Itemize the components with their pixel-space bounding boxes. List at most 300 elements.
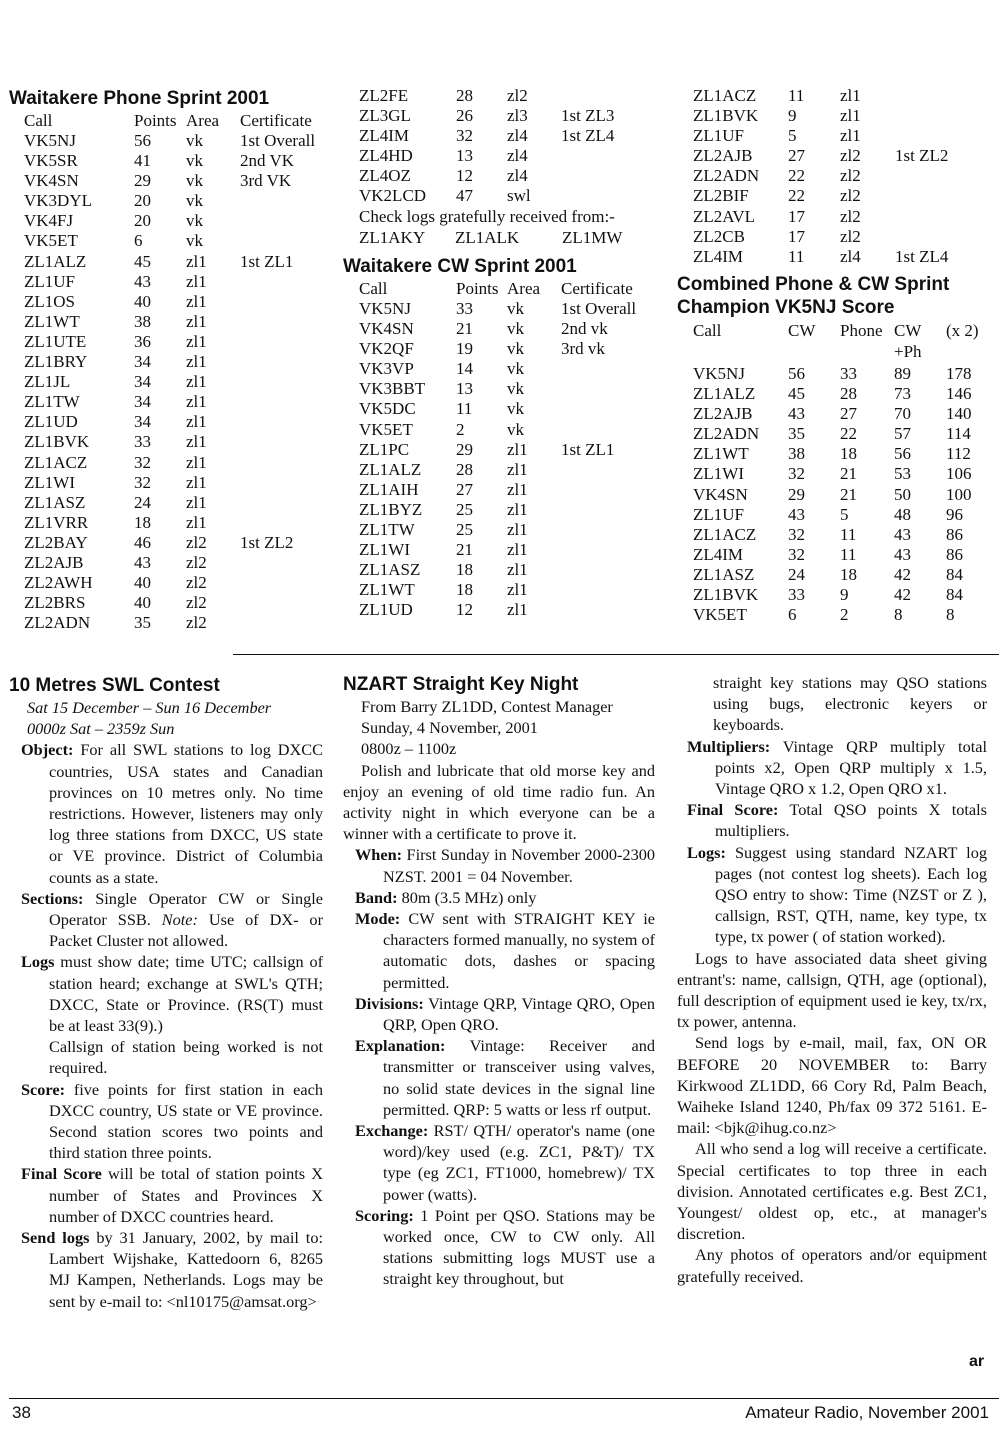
table-cell: 3rd VK (240, 171, 292, 191)
table-cell: 1st ZL2 (240, 532, 294, 552)
table-row (24, 453, 350, 473)
table-cell: VK5DC (359, 399, 416, 419)
table-cell (895, 166, 995, 186)
table-cell: 146 (946, 384, 972, 404)
table-cell: ZL1ACZ (693, 86, 757, 105)
table-row (24, 332, 350, 352)
cw-sprint-table (359, 279, 671, 621)
table-cell: ZL1BVK (693, 106, 759, 126)
table-cell (561, 379, 671, 399)
table-cell (240, 372, 350, 392)
table-row (24, 312, 350, 332)
cw-sprint-title: Waitakere CW Sprint 2001 (343, 256, 577, 277)
nzart-para-3: All who send a log will receive a certificate. Special certificates to top three in each division. Annotated certificates e.g. Best ZC1, Youngest/ oldest op, etc., at manager's discretion. (677, 1139, 987, 1244)
table-cell: ZL1ASZ (359, 560, 421, 580)
table-cell: zl4 (507, 146, 528, 166)
table-cell (240, 211, 350, 231)
table-cell (561, 399, 671, 419)
table-cell: 18 (840, 444, 857, 464)
table-cell (240, 272, 350, 292)
table-cell: ZL1UD (24, 412, 78, 432)
swl-score-text: five points for first station in each DXCC country, US state or VE province. Second station scores two points and third station three points. (49, 1079, 323, 1163)
table-row (359, 399, 671, 419)
table-cell: 33 (788, 585, 805, 605)
nzart-expl-text: Vintage: Receiver and transmitter or transceiver using valves, no solid state devices in the signal line permitted. QRP: 5 watts or less rf output. (383, 1036, 655, 1119)
table-cell (561, 600, 671, 620)
table-cell: 42 (894, 564, 911, 584)
table-cell: 32 (788, 464, 805, 484)
table-cell: 13 (456, 379, 473, 399)
table-cell (895, 207, 995, 227)
table-row (24, 231, 350, 251)
table-cell: 48 (894, 504, 911, 524)
nzart-when-text: First Sunday in November 2000-2300 NZST. 2001 = 04 November. (383, 845, 655, 886)
table-cell: zl1 (186, 492, 207, 512)
nzart-final-score (687, 799, 987, 841)
table-row (24, 352, 350, 372)
table-cell: vk (507, 319, 524, 339)
table-row (693, 605, 986, 625)
combined-header-cw: CW (788, 321, 816, 340)
table-row (24, 593, 350, 613)
table-cell: ZL1UD (359, 600, 413, 620)
table-cell: 2nd VK (240, 151, 294, 171)
table-row (359, 540, 671, 560)
nzart-para-4: Any photos of operators and/or equipment gratefully received. (677, 1245, 987, 1286)
table-cell: 38 (134, 311, 151, 331)
nzart-para-2: Send logs by e-mail, mail, fax, ON OR BEFORE 20 NOVEMBER to: Barry Kirkwood ZL1DD, 66 Cory Rd, Palm Beach, Waiheke Island 1240, Ph/fax 09 372 5161. E-mail: <bjk@ihug.co.nz> (677, 1033, 987, 1138)
table-cell: vk (186, 151, 203, 171)
table-cell: 40 (134, 291, 151, 311)
table-cell: 41 (134, 151, 151, 171)
table-row (693, 227, 995, 247)
table-row (24, 613, 350, 633)
table-cell (561, 146, 671, 166)
table-cell: VK5ET (693, 605, 747, 625)
nzart-scoring-text: 1 Point per QSO. Stations may be worked once, CW to CW only. All stations submitting logs MUST use a straight key throughout, but (383, 1205, 655, 1289)
table-row (24, 171, 350, 191)
nzart-scoring-label: Scoring: (355, 1205, 414, 1225)
table-cell (561, 500, 671, 520)
swl-sections (21, 888, 323, 952)
col-header-certificate: Certificate (561, 279, 633, 298)
table-cell: VK3DYL (24, 191, 92, 211)
table-cell: 1st ZL2 (895, 146, 949, 166)
table-cell (240, 453, 350, 473)
table-cell: VK4SN (693, 484, 748, 504)
table-cell: 43 (788, 504, 805, 524)
table-cell: 43 (788, 404, 805, 424)
table-cell: 18 (456, 580, 473, 600)
table-row (24, 573, 350, 593)
footer-rule (9, 1398, 999, 1399)
magazine-name: Amateur Radio, November 2001 (745, 1403, 989, 1422)
table-cell: ZL1ALZ (24, 251, 87, 271)
table-cell: ZL1ASZ (693, 564, 755, 584)
table-cell: zl2 (840, 226, 861, 246)
table-cell: vk (186, 231, 203, 251)
table-cell: 38 (788, 444, 805, 464)
nzart-mode-text: CW sent with STRAIGHT KEY ie characters formed manually, no system of automatic dots, dashes or spacing permitted. (383, 909, 656, 992)
table-cell: 34 (134, 372, 151, 392)
table-cell: 35 (788, 424, 805, 444)
table-cell: 25 (456, 520, 473, 540)
phone-sprint-table-cont (359, 86, 671, 207)
table-cell (240, 493, 350, 513)
phone-sprint-table (24, 111, 350, 633)
table-cell: zl1 (186, 331, 207, 351)
table-cell (561, 166, 671, 186)
table-cell: 1st ZL3 (561, 106, 615, 126)
table-cell: VK3VP (359, 359, 414, 379)
table-cell (561, 520, 671, 540)
table-cell: zl2 (186, 613, 207, 633)
table-cell: ZL1UF (24, 271, 75, 291)
table-cell: ZL1UTE (24, 331, 87, 351)
col-header-points: Points (134, 111, 177, 130)
end-mark: ar (969, 1353, 985, 1370)
table-row (693, 464, 986, 484)
table-cell: zl1 (507, 439, 528, 459)
table-cell: ZL4OZ (359, 166, 411, 186)
table-cell: 29 (134, 171, 151, 191)
table-cell: VK5NJ (24, 131, 76, 150)
table-cell: 24 (788, 564, 805, 584)
table-cell: 32 (134, 472, 151, 492)
table-cell: ZL1OS (24, 291, 75, 311)
table-cell: ZL2AJB (24, 552, 84, 572)
table-cell: vk (507, 299, 524, 318)
table-row (359, 600, 671, 620)
table-cell: zl1 (840, 126, 861, 146)
col-header-certificate: Certificate (240, 111, 312, 130)
nzart-date: Sunday, 4 November, 2001 (361, 718, 538, 738)
table-cell: 33 (134, 432, 151, 452)
swl-logs-text: must show date; time UTC; callsign of station heard; exchange at SWL's QTH; DXCC, State or Province. (RS(T) must be at least 33(9).) (49, 952, 324, 1036)
table-cell: vk (186, 171, 203, 191)
table-cell: ZL1JL (24, 372, 71, 392)
table-row (359, 186, 671, 206)
table-cell: ZL1BVK (24, 432, 90, 452)
swl-sections-label: Sections: (21, 888, 84, 908)
table-cell: zl2 (840, 146, 861, 166)
table-cell: 20 (134, 191, 151, 211)
table-row (359, 339, 671, 359)
table-cell: 45 (134, 251, 151, 271)
swl-note-text: Use of DX- or Packet Cluster not allowed. (49, 910, 323, 951)
swl-send-label: Send logs (21, 1228, 90, 1248)
table-cell: zl2 (840, 206, 861, 226)
table-cell: 36 (134, 331, 151, 351)
table-cell: zl1 (840, 86, 861, 105)
swl-sections-text: Single Operator CW or Single Operator SSB. (49, 888, 323, 930)
table-row (359, 166, 671, 186)
table-cell: vk (507, 339, 524, 359)
table-row (359, 319, 671, 339)
table-row (693, 404, 986, 424)
table-cell: ZL1WT (693, 444, 749, 464)
table-cell (561, 540, 671, 560)
table-row (24, 412, 350, 432)
table-cell: VK4FJ (24, 211, 74, 231)
table-cell: zl1 (186, 472, 207, 492)
table-cell: ZL1BRY (24, 352, 88, 372)
table-cell: 32 (788, 544, 805, 564)
table-cell: 33 (456, 299, 473, 318)
table-row (24, 553, 350, 573)
table-cell: ZL1ASZ (24, 492, 86, 512)
swl-final-score (21, 1163, 323, 1227)
table-cell: 32 (456, 126, 473, 146)
table-row (359, 480, 671, 500)
table-row (693, 525, 986, 545)
combined-header-x2: (x 2) (946, 321, 979, 340)
section-divider (233, 654, 999, 655)
swl-body (9, 697, 323, 1312)
table-cell: zl1 (186, 412, 207, 432)
table-cell: 56 (134, 131, 151, 150)
table-cell: 57 (894, 424, 911, 444)
nzart-exchange (355, 1120, 655, 1205)
nzart-intro: Polish and lubricate that old morse key and enjoy an evening of old time radio fun. An activity night in which everyone can be a winner with a certificate to prove it. (343, 760, 655, 844)
table-cell: zl3 (507, 106, 528, 126)
table-row (693, 166, 995, 186)
check-logs-call-1: ZL1AKY (359, 228, 426, 247)
nzart-body-cont (677, 672, 987, 1287)
table-cell: ZL1UF (693, 504, 744, 524)
table-cell: 2 (840, 605, 849, 625)
table-cell: 56 (788, 364, 805, 383)
table-cell: 1st ZL1 (240, 251, 294, 271)
table-cell: ZL2BRS (24, 593, 86, 613)
nzart-mult-text: Vintage QRP multiply total points x2, Open QRP multiply x 1.5, Vintage QRO x 1.2, Open QRO x1. (715, 736, 987, 799)
table-row (693, 106, 995, 126)
table-cell (240, 412, 350, 432)
table-cell: ZL1AIH (359, 479, 419, 499)
table-cell: ZL1TW (24, 392, 80, 412)
table-cell (240, 473, 350, 493)
table-row (24, 211, 350, 231)
col-header-area: Area (507, 279, 541, 298)
table-cell: zl1 (507, 479, 528, 499)
table-cell: 70 (894, 404, 911, 424)
table-row (693, 545, 986, 565)
table-cell: 11 (788, 86, 805, 105)
table-cell: zl1 (507, 580, 528, 600)
nzart-explanation (355, 1035, 655, 1120)
table-cell: vk (186, 191, 203, 211)
table-cell: 89 (894, 364, 911, 383)
table-cell: 84 (946, 585, 963, 605)
table-cell: 22 (840, 424, 857, 444)
nzart-from: From Barry ZL1DD, Contest Manager (361, 697, 613, 716)
nzart-scoring (355, 1205, 655, 1290)
table-row (24, 272, 350, 292)
table-cell: 28 (456, 459, 473, 479)
table-cell (561, 560, 671, 580)
nzart-multipliers (687, 736, 987, 800)
table-cell: ZL2ADN (693, 424, 760, 444)
table-cell: 50 (894, 484, 911, 504)
cw-sprint-table-cont (693, 86, 995, 267)
nzart-title: NZART Straight Key Night (343, 674, 579, 695)
table-cell: 106 (946, 464, 972, 484)
table-row (693, 364, 986, 384)
table-row (693, 565, 986, 585)
table-cell (561, 186, 671, 206)
col-header-area: Area (186, 111, 220, 130)
table-cell: zl2 (186, 532, 207, 552)
table-cell: ZL1WI (359, 540, 410, 560)
swl-date-2: 0000z Sat – 2359z Sun (27, 719, 175, 739)
table-cell: 40 (134, 593, 151, 613)
table-row (693, 146, 995, 166)
table-cell: zl1 (507, 499, 528, 519)
swl-final-label: Final Score (21, 1164, 102, 1184)
table-cell: ZL1BYZ (359, 499, 423, 519)
table-row (693, 384, 986, 404)
table-cell: 27 (840, 404, 857, 424)
swl-object-label: Object: (21, 740, 74, 760)
table-cell: ZL1WT (359, 580, 415, 600)
nzart-logs-label: Logs: (687, 842, 726, 862)
swl-send-logs (21, 1227, 323, 1312)
table-cell: 19 (456, 339, 473, 359)
table-cell: 43 (134, 271, 151, 291)
nzart-band (355, 887, 655, 908)
table-row (24, 131, 350, 151)
table-cell: 43 (894, 544, 911, 564)
table-row (693, 424, 986, 444)
table-cell: zl1 (507, 600, 528, 620)
table-cell: 46 (134, 532, 151, 552)
table-cell: ZL4IM (359, 126, 410, 146)
combined-header-total: CW (894, 321, 922, 340)
table-cell: 28 (456, 86, 473, 105)
table-row (693, 505, 986, 525)
table-cell: 96 (946, 504, 963, 524)
table-row (693, 207, 995, 227)
table-cell (895, 227, 995, 247)
table-cell: 34 (134, 352, 151, 372)
table-cell: 112 (946, 444, 971, 464)
table-cell: zl1 (507, 540, 528, 560)
check-logs-call-2: ZL1ALK (455, 228, 520, 247)
table-cell (240, 573, 350, 593)
check-logs-label: Check logs gratefully received from:- (359, 207, 615, 226)
table-row (24, 513, 350, 533)
nzart-final-label: Final Score: (687, 800, 779, 820)
table-cell: zl1 (186, 392, 207, 412)
table-row (24, 432, 350, 452)
table-cell: ZL1BVK (693, 585, 759, 605)
table-cell (561, 580, 671, 600)
table-cell (895, 126, 995, 146)
table-cell (561, 480, 671, 500)
table-row (24, 292, 350, 312)
table-cell: 14 (456, 359, 473, 379)
combined-header-plus-ph: +Ph (894, 342, 922, 361)
nzart-exch-label: Exchange: (355, 1121, 429, 1141)
table-cell: 2nd vk (561, 319, 608, 339)
table-cell: 5 (788, 126, 797, 146)
table-cell: 8 (894, 605, 903, 625)
table-cell: 5 (840, 504, 849, 524)
table-cell: 1st Overall (561, 299, 637, 318)
nzart-divisions (355, 993, 655, 1035)
table-cell (240, 613, 350, 633)
table-cell: zl1 (186, 432, 207, 452)
table-cell: vk (507, 359, 524, 379)
table-cell: ZL1ACZ (24, 452, 88, 472)
table-cell: 140 (946, 404, 972, 424)
table-cell: vk (186, 211, 203, 231)
table-cell: 42 (894, 585, 911, 605)
table-cell: ZL4IM (693, 544, 744, 564)
table-row (693, 126, 995, 146)
table-cell: 17 (788, 206, 805, 226)
nzart-div-text: Vintage QRP, Vintage QRO, Open QRP, Open QRO. (383, 993, 655, 1035)
swl-score-label: Score: (21, 1079, 66, 1099)
nzart-mode-label: Mode: (355, 909, 401, 929)
table-cell: zl2 (186, 573, 207, 593)
table-cell: zl4 (507, 166, 528, 186)
table-row (359, 580, 671, 600)
nzart-when-label: When: (355, 845, 403, 865)
table-cell: 22 (788, 186, 805, 206)
table-cell: ZL1UF (693, 126, 744, 146)
table-cell (561, 420, 671, 440)
table-cell: vk (507, 379, 524, 399)
table-cell: 18 (840, 564, 857, 584)
table-cell (240, 513, 350, 533)
nzart-mode (355, 908, 655, 993)
table-cell: 34 (134, 392, 151, 412)
table-cell: 43 (894, 524, 911, 544)
nzart-logs (687, 842, 987, 948)
table-row (359, 440, 671, 460)
col-header-call: Call (24, 111, 53, 130)
table-cell: 24 (134, 492, 151, 512)
table-cell: 21 (456, 540, 473, 560)
table-cell: ZL1ALZ (693, 384, 756, 404)
nzart-when (355, 844, 655, 886)
table-cell (240, 553, 350, 573)
table-cell: ZL4HD (359, 146, 413, 166)
phone-sprint-title: Waitakere Phone Sprint 2001 (9, 88, 270, 109)
table-cell: ZL1VRR (24, 512, 89, 532)
table-row (24, 473, 350, 493)
table-cell: vk (507, 419, 524, 439)
table-cell: zl1 (186, 452, 207, 472)
table-cell: vk (186, 131, 203, 150)
table-cell: 29 (456, 439, 473, 459)
table-cell: ZL3GL (359, 106, 411, 126)
table-cell (561, 86, 671, 106)
table-cell: ZL1WI (24, 472, 75, 492)
table-row (24, 191, 350, 211)
table-row (359, 299, 671, 319)
table-cell: VK5ET (24, 231, 78, 251)
swl-send-text: by 31 January, 2002, by mail to: Lambert Wijshake, Kattedoorn 6, 8265 MJ Kampen, Netherlands. Logs may be sent by e-mail to: <nl10175@amsat.org> (49, 1228, 323, 1311)
table-row (359, 359, 671, 379)
table-cell: 26 (456, 106, 473, 126)
combined-header-phone: Phone (840, 321, 883, 340)
table-cell: 9 (840, 585, 849, 605)
table-cell: zl1 (186, 372, 207, 392)
table-row (24, 252, 350, 272)
table-cell: 86 (946, 544, 963, 564)
